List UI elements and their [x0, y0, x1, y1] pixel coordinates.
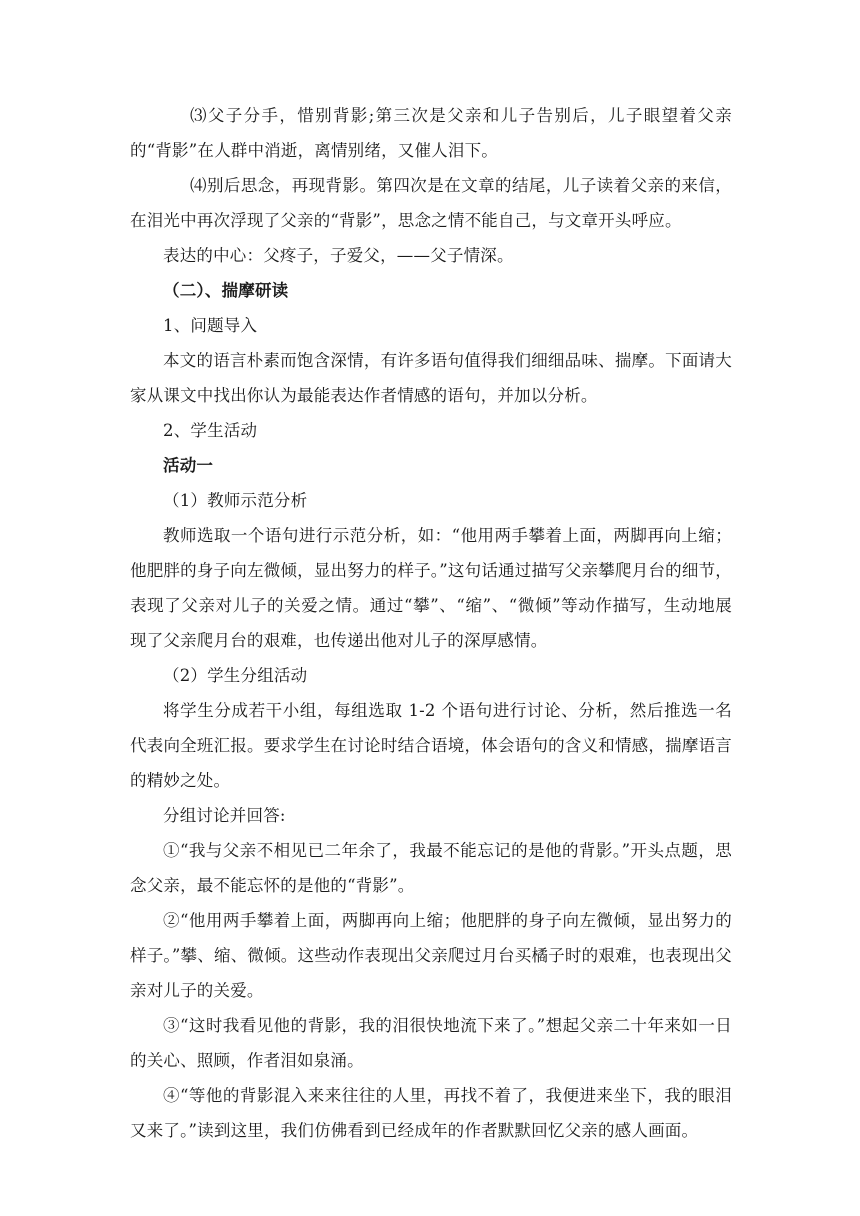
answer-item-4: ④“等他的背影混入来来往往的人里，再找不着了，我便进来坐下，我的眼泪又来了。”读到这里，我们仿佛看到已经成年的作者默默回忆父亲的感人画面。: [130, 1086, 732, 1140]
paragraph-language-intro: 本文的语言朴素而饱含深情，有许多语句值得我们细细品味、揣摩。下面请大家从课文中找出你认为最能表达作者情感的语句，并加以分析。: [130, 351, 732, 405]
paragraph-missing-backview: ⑷别后思念，再现背影。第四次是在文章的结尾，儿子读着父亲的来信，在泪光中再次浮现了父亲的“背影”，思念之情不能自己，与文章开头呼应。: [130, 176, 732, 230]
answer-item-1: ①“我与父亲不相见已二年余了，我最不能忘记的是他的背影。”开头点题，思念父亲，最不能忘怀的是他的“背影”。: [130, 841, 732, 895]
subheading-teacher-demo: （1）教师示范分析: [163, 491, 308, 510]
section-heading-close-reading: （二）、揣摩研读: [163, 281, 289, 300]
answer-item-3: ③“这时我看见他的背影，我的泪很快地流下来了。”想起父亲二十年来如一日的关心、照顾，作者泪如泉涌。: [130, 1016, 732, 1070]
paragraph-teacher-demo: 教师选取一个语句进行示范分析，如：“他用两手攀着上面，两脚再向上缩；他肥胖的身子向左微倾，显出努力的样子。”这句话通过描写父亲攀爬月台的细节，表现了父亲对儿子的关爱之情。通过“攀”、“缩”、“微倾”等动作描写，生动地展现了父亲爬月台的艰难，也传递出他对儿子的深厚感情。: [130, 526, 732, 650]
paragraph-group-discussion: 分组讨论并回答:: [163, 806, 286, 825]
paragraph-group-activity: 将学生分成若干小组，每组选取 1-2 个语句进行讨论、分析，然后推选一名代表向全班汇报。要求学生在讨论时结合语境，体会语句的含义和情感，揣摩语言的精妙之处。: [130, 701, 732, 790]
subheading-question-intro: 1、问题导入: [163, 316, 258, 335]
subheading-student-activity: 2、学生活动: [163, 421, 258, 440]
subheading-group-activity: （2）学生分组活动: [163, 666, 308, 685]
paragraph-central-idea: 表达的中心：父疼子，子爱父，——父子情深。: [163, 246, 514, 265]
answer-item-2: ②“他用两手攀着上面，两脚再向上缩；他肥胖的身子向左微倾，显出努力的样子。”攀、缩、微倾。这些动作表现出父亲爬过月台买橘子时的艰难，也表现出父亲对儿子的关爱。: [130, 911, 732, 1000]
document-page: [130, 98, 732, 1148]
paragraph-farewell-backview: ⑶父子分手，惜别背影;第三次是父亲和儿子告别后，儿子眼望着父亲的“背影”在人群中消逝，离情别绪，又催人泪下。: [130, 106, 732, 160]
heading-activity-one: 活动一: [163, 456, 214, 475]
